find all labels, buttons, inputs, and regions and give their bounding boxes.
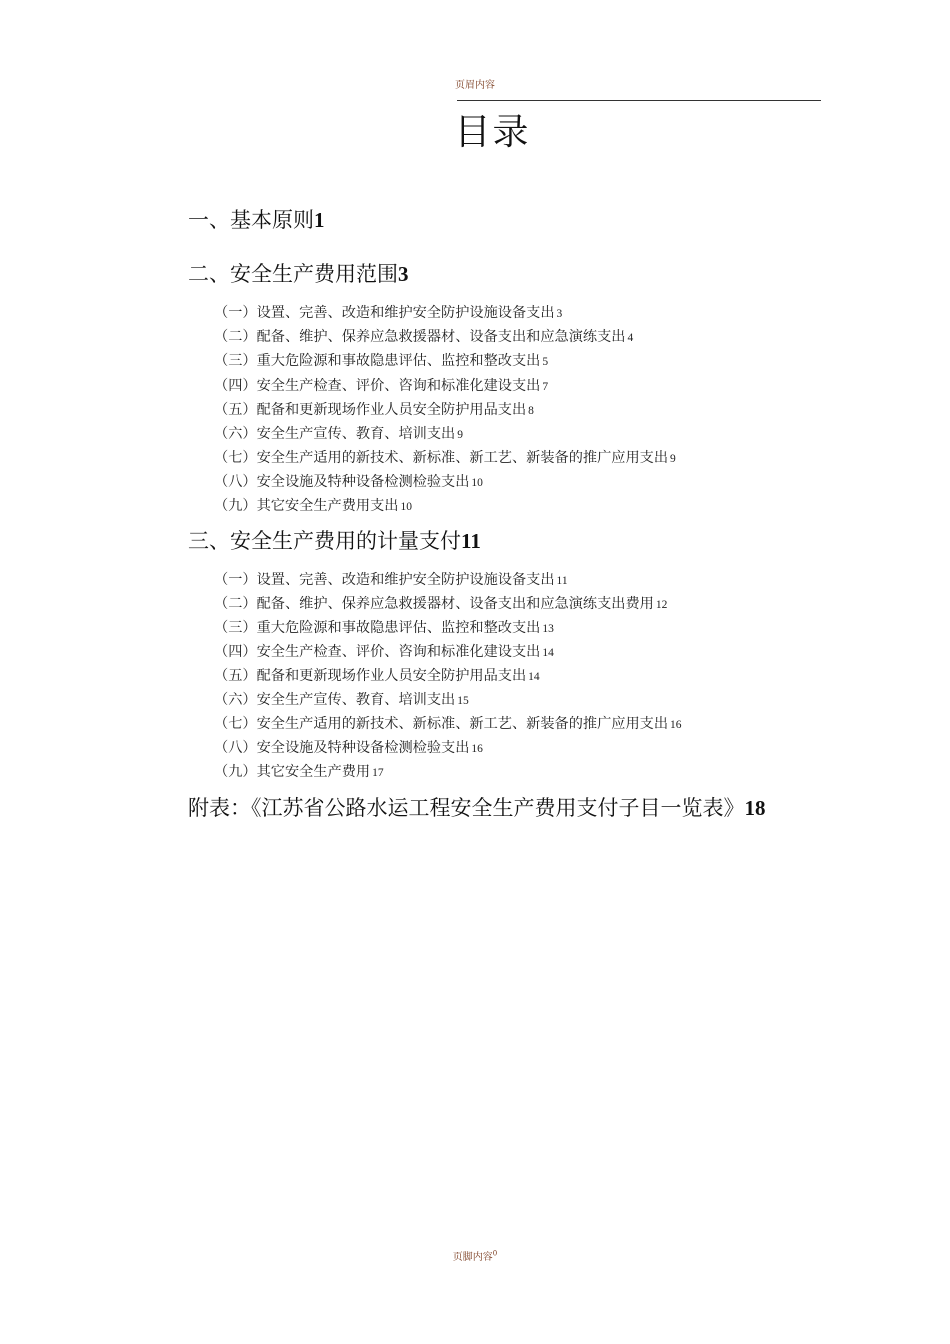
- toc-entry-text: （八）安全设施及特种设备检测检验支出: [214, 474, 470, 490]
- toc-entry-text: （一）设置、完善、改造和维护安全防护设施设备支出: [214, 305, 555, 321]
- toc-entry-page-number: 7: [542, 381, 549, 393]
- toc-entry-level2[interactable]: [214, 350, 548, 370]
- toc-entry-text: 附表：《江苏省公路水运工程安全生产费用支付子目一览表》: [188, 796, 745, 820]
- toc-entry-level2[interactable]: [214, 617, 554, 637]
- toc-entry-text: （七）安全生产适用的新技术、新标准、新工艺、新装备的推广应用支出: [214, 450, 669, 466]
- toc-entry-page-number: 3: [556, 308, 563, 320]
- toc-entry-page-number: 3: [398, 262, 409, 286]
- header-rule: [457, 100, 821, 101]
- toc-entry-level2[interactable]: [214, 399, 534, 419]
- page-footer: [0, 1248, 950, 1263]
- toc-entry-text: （一）设置、完善、改造和维护安全防护设施设备支出: [214, 572, 555, 588]
- toc-entry-text: （九）其它安全生产费用: [214, 764, 371, 780]
- toc-entry-level2[interactable]: [214, 641, 554, 661]
- toc-entry-level2[interactable]: [214, 737, 483, 757]
- page-header: 页眉内容: [455, 80, 495, 91]
- toc-entry-page-number: 5: [542, 356, 549, 368]
- toc-entry-page-number: 1: [314, 208, 325, 232]
- toc-entry-level1[interactable]: [188, 525, 481, 555]
- toc-entry-level1[interactable]: [188, 204, 325, 234]
- toc-entry-level2[interactable]: [214, 761, 384, 781]
- toc-entry-page-number: 4: [627, 332, 634, 344]
- toc-entry-page-number: 17: [372, 767, 384, 779]
- toc-entry-text: （四）安全生产检查、评价、咨询和标准化建设支出: [214, 644, 541, 660]
- toc-entry-page-number: 10: [471, 477, 483, 489]
- toc-entry-level2[interactable]: [214, 375, 548, 395]
- toc-entry-level2[interactable]: [214, 569, 568, 589]
- toc-entry-text: （九）其它安全生产费用支出: [214, 498, 399, 514]
- toc-entry-level2[interactable]: [214, 689, 469, 709]
- toc-entry-text: （七）安全生产适用的新技术、新标准、新工艺、新装备的推广应用支出: [214, 716, 669, 732]
- toc-entry-text: 二、安全生产费用范围: [188, 262, 398, 286]
- toc-title: 目录: [454, 112, 531, 153]
- toc-entry-level1[interactable]: [188, 258, 409, 288]
- footer-page-number: 0: [492, 1249, 498, 1258]
- toc-entry-page-number: 11: [556, 575, 568, 587]
- toc-entry-text: 一、基本原则: [188, 208, 314, 232]
- toc-entry-page-number: 18: [744, 796, 766, 820]
- toc-entry-text: （六）安全生产宣传、教育、培训支出: [214, 692, 456, 708]
- toc-entry-page-number: 12: [655, 599, 668, 611]
- toc-entry-page-number: 14: [542, 647, 554, 659]
- toc-entry-level2[interactable]: [214, 495, 412, 515]
- toc-entry-text: （五）配备和更新现场作业人员安全防护用品支出: [214, 668, 527, 684]
- toc-entry-level1[interactable]: [188, 792, 766, 822]
- toc-entry-level2[interactable]: [214, 665, 540, 685]
- toc-entry-text: （二）配备、维护、保养应急救援器材、设备支出和应急演练支出: [214, 329, 626, 345]
- toc-entry-text: （三）重大危险源和事故隐患评估、监控和整改支出: [214, 620, 541, 636]
- toc-entry-page-number: 16: [670, 719, 682, 731]
- toc-entry-page-number: 11: [461, 529, 481, 553]
- toc-entry-page-number: 14: [528, 671, 540, 683]
- toc-entry-text: （五）配备和更新现场作业人员安全防护用品支出: [214, 402, 527, 418]
- toc-entry-text: （二）配备、维护、保养应急救援器材、设备支出和应急演练支出费用: [214, 596, 654, 612]
- toc-entry-text: （四）安全生产检查、评价、咨询和标准化建设支出: [214, 378, 541, 394]
- toc-entry-text: （八）安全设施及特种设备检测检验支出: [214, 740, 470, 756]
- toc-entry-page-number: 9: [457, 429, 463, 441]
- toc-entry-page-number: 8: [528, 405, 534, 417]
- toc-entry-page-number: 9: [670, 453, 676, 465]
- toc-entry-text: （六）安全生产宣传、教育、培训支出: [214, 426, 456, 442]
- toc-entry-level2[interactable]: [214, 471, 483, 491]
- toc-entry-page-number: 16: [471, 743, 483, 755]
- toc-entry-page-number: 10: [400, 501, 412, 513]
- toc-entry-level2[interactable]: [214, 326, 633, 346]
- footer-label: 页脚内容: [452, 1252, 493, 1263]
- toc-entry-text: （三）重大危险源和事故隐患评估、监控和整改支出: [214, 353, 541, 369]
- toc-entry-page-number: 13: [542, 623, 554, 635]
- toc-entry-level2[interactable]: [214, 713, 682, 733]
- toc-entry-page-number: 15: [457, 695, 469, 707]
- toc-entry-text: 三、安全生产费用的计量支付: [188, 529, 461, 553]
- toc-entry-level2[interactable]: [214, 593, 667, 613]
- toc-entry-level2[interactable]: [214, 302, 562, 322]
- toc-entry-level2[interactable]: [214, 423, 463, 443]
- toc-entry-level2[interactable]: [214, 447, 676, 467]
